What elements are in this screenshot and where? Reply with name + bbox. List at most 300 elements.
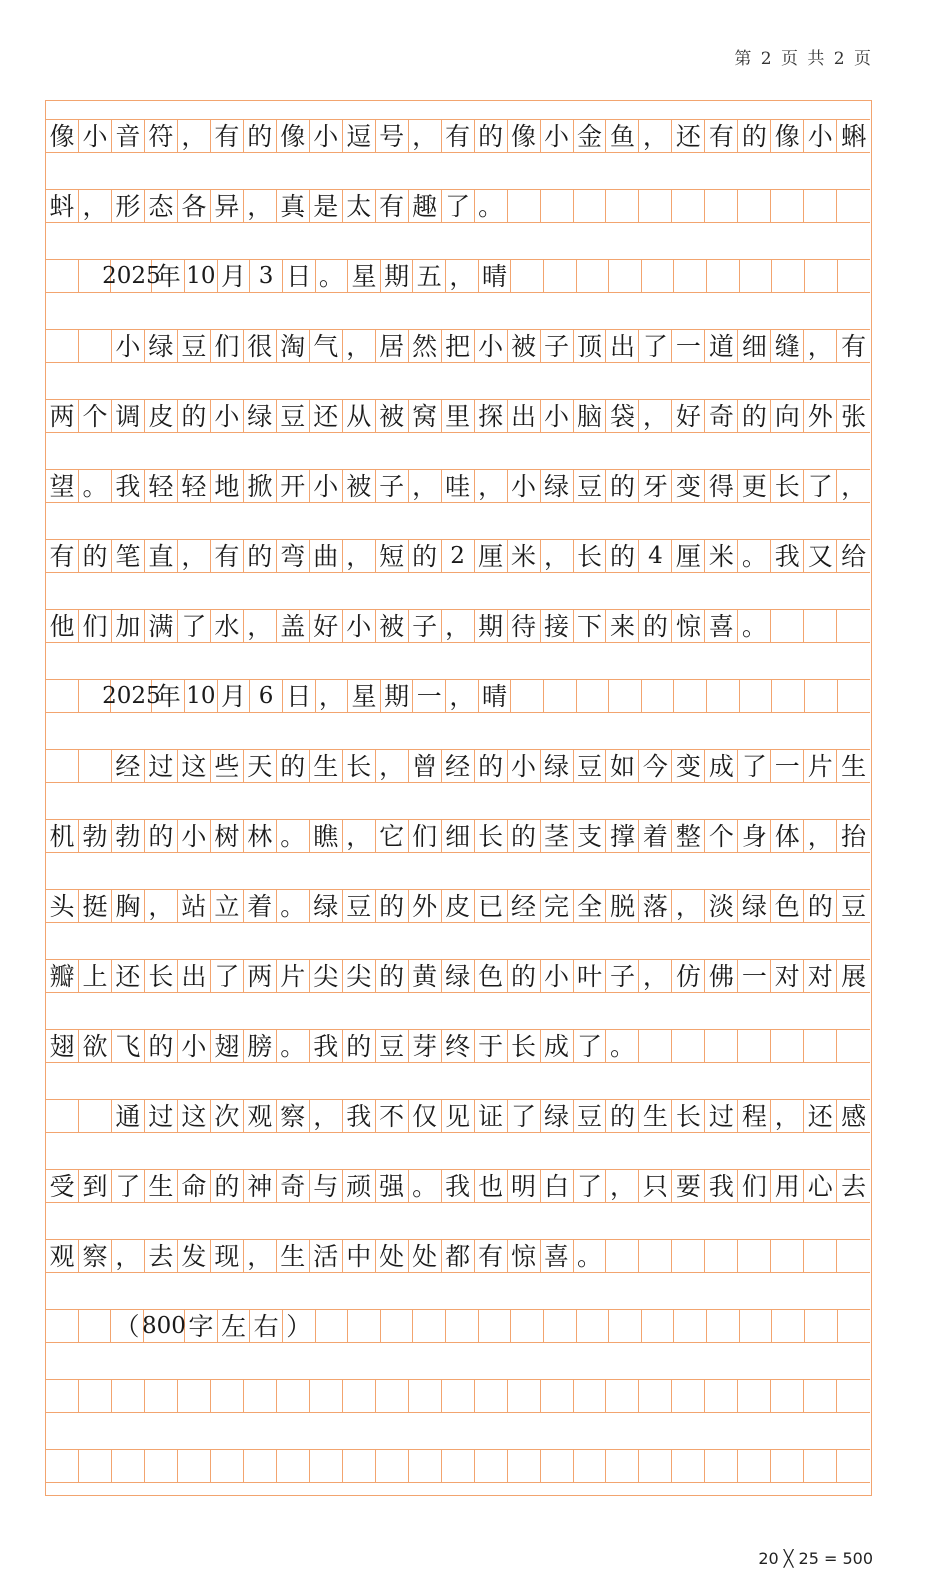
- grid-cell: 命: [178, 1170, 211, 1202]
- grid-cell: 色: [475, 960, 508, 992]
- grid-cell: [79, 330, 112, 362]
- grid-cell: [772, 1310, 805, 1342]
- grid-cell: ，: [541, 540, 574, 572]
- grid-row: [46, 609, 870, 643]
- grid-cell: 长: [574, 540, 607, 572]
- grid-cell: 米: [508, 540, 541, 572]
- grid-cell: 立: [211, 890, 244, 922]
- grid-cell: 经: [508, 890, 541, 922]
- grid-row: [46, 889, 870, 923]
- grid-cell: 小: [310, 120, 343, 152]
- grid-cell: [609, 260, 642, 292]
- grid-cell: [112, 1380, 145, 1412]
- grid-cell: [672, 190, 705, 222]
- grid-cell: [79, 750, 112, 782]
- grid-cell: 细: [738, 330, 771, 362]
- grid-cell: [837, 190, 870, 222]
- grid-cell: 有: [376, 190, 409, 222]
- grid-cell: [642, 680, 675, 712]
- grid-cell: 奇: [705, 400, 738, 432]
- grid-cell: [837, 1450, 870, 1482]
- grid-cell: ，: [244, 190, 277, 222]
- grid-cell: 还: [112, 960, 145, 992]
- grid-cell: [674, 260, 707, 292]
- grid-cell: 出: [178, 960, 211, 992]
- grid-cell: 豆: [574, 470, 607, 502]
- grid-cell: [672, 1380, 705, 1412]
- grid-cell: 开: [277, 470, 310, 502]
- grid-cell: 翅: [211, 1030, 244, 1062]
- grid-cell: 2: [442, 540, 475, 572]
- grid-cell: 成: [705, 750, 738, 782]
- grid-cell: 字: [185, 1310, 218, 1342]
- grid-cell: [46, 1450, 79, 1482]
- grid-cell: 奇: [277, 1170, 310, 1202]
- grid-cell: [211, 1450, 244, 1482]
- grid-cell: 子: [376, 470, 409, 502]
- grid-cell: 星: [348, 680, 381, 712]
- grid-cell: 态: [145, 190, 178, 222]
- grid-cell: 皮: [442, 890, 475, 922]
- grid-cell: 期: [381, 260, 414, 292]
- grid-cell: 形: [112, 190, 145, 222]
- grid-cell: 已: [475, 890, 508, 922]
- grid-cell: 月: [218, 260, 251, 292]
- grid-cell: 脑: [574, 400, 607, 432]
- grid-cell: 叶: [574, 960, 607, 992]
- grid-cell: [544, 680, 577, 712]
- grid-cell: 然: [409, 330, 442, 362]
- grid-cell: 。: [79, 470, 112, 502]
- grid-cell: 望: [46, 470, 79, 502]
- grid-cell: 要: [672, 1170, 705, 1202]
- grid-cell: 有: [46, 540, 79, 572]
- grid-cell: [46, 1100, 79, 1132]
- grid-cell: 给: [841, 541, 867, 571]
- grid-cell: 道: [705, 330, 738, 362]
- grid-cell: [508, 1380, 541, 1412]
- grid-cell: 们: [738, 1170, 771, 1202]
- grid-cell: [442, 1450, 475, 1482]
- grid-cell: 它: [376, 820, 409, 852]
- grid-cell: 顽: [343, 1170, 376, 1202]
- grid-cell: [805, 680, 838, 712]
- grid-cell: 了: [508, 1100, 541, 1132]
- grid-cell: 6: [250, 680, 283, 712]
- grid-cell: [577, 680, 610, 712]
- grid-cell: [805, 1310, 838, 1342]
- grid-cell: 。: [738, 540, 771, 572]
- grid-cell: 豆: [574, 1100, 607, 1132]
- grid-row: [46, 119, 870, 153]
- grid-cell: 经: [112, 750, 145, 782]
- grid-cell: 去: [841, 1171, 867, 1201]
- grid-cell: 蚪: [46, 190, 79, 222]
- grid-cell: 了: [112, 1170, 145, 1202]
- grid-cell: 的: [145, 1030, 178, 1062]
- grid-cell: [244, 1450, 277, 1482]
- grid-cell: 瓣: [46, 960, 79, 992]
- grid-cell: 现: [211, 1240, 244, 1272]
- grid-cell: 也: [475, 1170, 508, 1202]
- grid-cell: [772, 680, 805, 712]
- grid-cell: 张: [841, 401, 867, 431]
- grid-cell: [740, 1310, 773, 1342]
- grid-cell: [381, 1310, 414, 1342]
- grid-cell: 白: [541, 1170, 574, 1202]
- grid-cell: 芽: [409, 1030, 442, 1062]
- grid-cell: [508, 1450, 541, 1482]
- grid-cell: [310, 1450, 343, 1482]
- grid-cell: 个: [79, 400, 112, 432]
- grid-cell: 轻: [178, 470, 211, 502]
- grid-cell: [46, 750, 79, 782]
- grid-cell: [79, 1310, 112, 1342]
- grid-cell: 鱼: [606, 120, 639, 152]
- grid-cell: 掀: [244, 470, 277, 502]
- grid-cell: [46, 1380, 79, 1412]
- grid-cell: 这: [178, 1100, 211, 1132]
- grid-cell: 800: [144, 1310, 185, 1342]
- grid-cell: 飞: [112, 1030, 145, 1062]
- grid-cell: [479, 1310, 512, 1342]
- grid-cell: 神: [244, 1170, 277, 1202]
- grid-cell: 不: [376, 1100, 409, 1132]
- grid-cell: 豆: [841, 891, 867, 921]
- grid-cell: [541, 190, 574, 222]
- grid-cell: 喜: [705, 610, 738, 642]
- grid-cell: 观: [244, 1100, 277, 1132]
- grid-cell: 下: [574, 610, 607, 642]
- grid-cell: 上: [79, 960, 112, 992]
- grid-cell: 用: [771, 1170, 804, 1202]
- grid-cell: [606, 1240, 639, 1272]
- grid-cell: 变: [672, 470, 705, 502]
- grid-cell: ，: [409, 120, 442, 152]
- grid-cell: 成: [541, 1030, 574, 1062]
- grid-cell: 。: [574, 1240, 607, 1272]
- grid-cell: 接: [541, 610, 574, 642]
- grid-cell: 尖: [343, 960, 376, 992]
- grid-cell: [642, 1310, 675, 1342]
- grid-cell: 抬: [841, 821, 867, 851]
- grid-cell: 厘: [475, 540, 508, 572]
- grid-cell: 皮: [145, 400, 178, 432]
- grid-cell: 感: [841, 1101, 867, 1131]
- grid-cell: （: [111, 1310, 144, 1342]
- grid-cell: [79, 1450, 112, 1482]
- grid-cell: 顶: [574, 330, 607, 362]
- grid-cell: 。: [409, 1170, 442, 1202]
- grid-cell: [771, 1450, 804, 1482]
- grid-cell: 程: [738, 1100, 771, 1132]
- grid-cell: 尖: [310, 960, 343, 992]
- grid-cell: 活: [310, 1240, 343, 1272]
- grid-cell: [738, 1240, 771, 1272]
- grid-cell: [672, 1030, 705, 1062]
- grid-cell: 从: [343, 400, 376, 432]
- grid-cell: ，: [672, 890, 705, 922]
- grid-cell: 小: [541, 400, 574, 432]
- grid-cell: [409, 1380, 442, 1412]
- grid-cell: [771, 1030, 804, 1062]
- grid-cell: ，: [79, 190, 112, 222]
- grid-cell: 有: [705, 120, 738, 152]
- grid-row: [46, 819, 870, 853]
- grid-cell: 小: [79, 120, 112, 152]
- grid-cell: 轻: [145, 470, 178, 502]
- grid-cell: 有: [442, 120, 475, 152]
- grid-cell: 见: [442, 1100, 475, 1132]
- grid-cell: [112, 1450, 145, 1482]
- grid-cell: [145, 1380, 178, 1412]
- grid-cell: 长: [672, 1100, 705, 1132]
- grid-cell: 。: [606, 1030, 639, 1062]
- grid-cell: 豆: [376, 1030, 409, 1062]
- grid-cell: 绿: [145, 330, 178, 362]
- grid-cell: [606, 1450, 639, 1482]
- grid-cell: [804, 610, 837, 642]
- grid-cell: [705, 1240, 738, 1272]
- grid-cell: 经: [442, 750, 475, 782]
- grid-cell: 一: [771, 750, 804, 782]
- grid-cell: ，: [244, 1240, 277, 1272]
- grid-cell: [475, 1450, 508, 1482]
- grid-cell: 的: [475, 120, 508, 152]
- grid-cell: 曾: [409, 750, 442, 782]
- grid-cell: 曲: [310, 540, 343, 572]
- grid-cell: 里: [442, 400, 475, 432]
- grid-cell: [606, 190, 639, 222]
- grid-cell: 个: [705, 820, 738, 852]
- grid-row: [46, 679, 870, 713]
- grid-cell: [409, 1450, 442, 1482]
- grid-cell: 对: [771, 960, 804, 992]
- grid-cell: [541, 1380, 574, 1412]
- grid-cell: 10: [185, 260, 218, 292]
- grid-cell: 淘: [277, 330, 310, 362]
- grid-cell: 处: [409, 1240, 442, 1272]
- grid-cell: [740, 260, 773, 292]
- grid-cell: [277, 1380, 310, 1412]
- grid-cell: [310, 1380, 343, 1412]
- grid-cell: 很: [244, 330, 277, 362]
- grid-cell: 们: [211, 330, 244, 362]
- grid-cell: [705, 1380, 738, 1412]
- grid-cell: 出: [508, 400, 541, 432]
- grid-row: [46, 1099, 870, 1133]
- grid-cell: 对: [804, 960, 837, 992]
- grid-cell: [804, 1240, 837, 1272]
- grid-cell: 着: [244, 890, 277, 922]
- grid-cell: 展: [841, 961, 867, 991]
- grid-cell: 一: [413, 680, 446, 712]
- grid-row: [46, 539, 870, 573]
- grid-cell: ，: [376, 750, 409, 782]
- grid-cell: 了: [178, 610, 211, 642]
- grid-cell: 调: [112, 400, 145, 432]
- grid-cell: 被: [376, 400, 409, 432]
- grid-cell: 绿: [738, 890, 771, 922]
- grid-cell: 金: [574, 120, 607, 152]
- grid-cell: [771, 610, 804, 642]
- grid-cell: 的: [639, 610, 672, 642]
- grid-cell: 厘: [672, 540, 705, 572]
- grid-cell: 长: [771, 470, 804, 502]
- grid-cell: 盖: [277, 610, 310, 642]
- grid-cell: 我: [442, 1170, 475, 1202]
- page-indicator: 第 2 页 共 2 页: [734, 49, 873, 69]
- grid-cell: [674, 1310, 707, 1342]
- grid-cell: ，: [409, 470, 442, 502]
- grid-cell: 终: [442, 1030, 475, 1062]
- grid-cell: 于: [475, 1030, 508, 1062]
- grid-cell: 去: [145, 1240, 178, 1272]
- grid-cell: ，: [178, 540, 211, 572]
- grid-cell: 勃: [79, 820, 112, 852]
- grid-cell: 佛: [705, 960, 738, 992]
- grid-cell: 了: [639, 330, 672, 362]
- grid-cell: 太: [343, 190, 376, 222]
- grid-cell: 短: [376, 540, 409, 572]
- grid-cell: ，: [343, 820, 376, 852]
- grid-cell: 趣: [409, 190, 442, 222]
- grid-cell: 缝: [771, 330, 804, 362]
- grid-cell: [316, 1310, 349, 1342]
- grid-cell: 真: [277, 190, 310, 222]
- grid-cell: 的: [244, 120, 277, 152]
- grid-cell: 被: [508, 330, 541, 362]
- grid-cell: [672, 1450, 705, 1482]
- grid-cell: 生: [277, 1240, 310, 1272]
- grid-cell: 了: [804, 470, 837, 502]
- grid-cell: [606, 1380, 639, 1412]
- grid-cell: 长: [343, 750, 376, 782]
- grid-cell: ，: [343, 330, 376, 362]
- grid-cell: 勃: [112, 820, 145, 852]
- grid-cell: 头: [46, 890, 79, 922]
- grid-cell: [211, 1380, 244, 1412]
- grid-cell: 被: [376, 610, 409, 642]
- grid-cell: 2025: [111, 680, 152, 712]
- grid-cell: 色: [771, 890, 804, 922]
- grid-cell: 生: [145, 1170, 178, 1202]
- grid-cell: 如: [606, 750, 639, 782]
- grid-cell: 长: [475, 820, 508, 852]
- grid-cell: 整: [672, 820, 705, 852]
- grid-cell: ，: [112, 1240, 145, 1272]
- grid-cell: [838, 1310, 870, 1342]
- grid-cell: ，: [475, 470, 508, 502]
- grid-cell: ，: [178, 120, 211, 152]
- grid-cell: 牙: [639, 470, 672, 502]
- grid-cell: [738, 1030, 771, 1062]
- grid-cell: [804, 1450, 837, 1482]
- grid-cell: 明: [508, 1170, 541, 1202]
- grid-cell: [574, 1380, 607, 1412]
- grid-cell: 全: [574, 890, 607, 922]
- grid-cell: 通: [112, 1100, 145, 1132]
- grid-cell: 右: [250, 1310, 283, 1342]
- grid-cell: 好: [672, 400, 705, 432]
- grid-cell: 待: [508, 610, 541, 642]
- grid-cell: 小: [178, 1030, 211, 1062]
- grid-cell: 绿: [541, 1100, 574, 1132]
- grid-cell: 。: [475, 190, 508, 222]
- grid-cell: 我: [310, 1030, 343, 1062]
- grid-cell: [574, 1450, 607, 1482]
- grid-cell: 片: [804, 750, 837, 782]
- grid-cell: 绿: [442, 960, 475, 992]
- grid-cell: 4: [639, 540, 672, 572]
- grid-cell: 像: [771, 120, 804, 152]
- grid-cell: 生: [841, 751, 867, 781]
- grid-cell: 绿: [244, 400, 277, 432]
- grid-cell: 子: [541, 330, 574, 362]
- grid-row: [46, 399, 870, 433]
- grid-cell: 的: [409, 540, 442, 572]
- grid-row: [46, 1379, 870, 1413]
- grid-cell: [672, 1240, 705, 1272]
- grid-cell: [541, 1450, 574, 1482]
- grid-cell: ，: [310, 1100, 343, 1132]
- grid-cell: 着: [639, 820, 672, 852]
- grid-cell: 惊: [508, 1240, 541, 1272]
- grid-cell: ，: [446, 680, 479, 712]
- grid-cell: [639, 1450, 672, 1482]
- grid-cell: 处: [376, 1240, 409, 1272]
- grid-cell: 今: [639, 750, 672, 782]
- grid-cell: 小: [804, 120, 837, 152]
- grid-cell: 加: [112, 610, 145, 642]
- grid-cell: 哇: [442, 470, 475, 502]
- grid-cell: 发: [178, 1240, 211, 1272]
- grid-cell: [838, 680, 870, 712]
- grid-cell: [511, 680, 544, 712]
- grid-cell: 绿: [310, 890, 343, 922]
- grid-cell: 绿: [541, 750, 574, 782]
- grid-cell: ，: [639, 960, 672, 992]
- grid-cell: 有: [211, 120, 244, 152]
- grid-cell: 得: [705, 470, 738, 502]
- grid-row: [46, 1029, 870, 1063]
- grid-cell: [508, 190, 541, 222]
- grid-cell: [771, 190, 804, 222]
- grid-cell: 淡: [705, 890, 738, 922]
- grid-cell: 机: [46, 820, 79, 852]
- grid-cell: 小: [508, 750, 541, 782]
- grid-cell: [544, 1310, 577, 1342]
- grid-cell: 3: [250, 260, 283, 292]
- grid-cell: 落: [639, 890, 672, 922]
- grid-cell: ，: [145, 890, 178, 922]
- grid-cell: [837, 1380, 870, 1412]
- grid-cell: 我: [112, 470, 145, 502]
- grid-cell: 期: [475, 610, 508, 642]
- grid-cell: [343, 1380, 376, 1412]
- grid-cell: ，: [804, 330, 837, 362]
- grid-cell: 豆: [277, 400, 310, 432]
- grid-cell: 还: [310, 400, 343, 432]
- grid-cell: 变: [672, 750, 705, 782]
- grid-cell: 喜: [541, 1240, 574, 1272]
- grid-cell: 晴: [479, 680, 512, 712]
- grid-cell: [805, 260, 838, 292]
- grid-cell: 小: [343, 610, 376, 642]
- grid-row: [46, 959, 870, 993]
- grid-cell: 心: [804, 1170, 837, 1202]
- grid-cell: [837, 610, 870, 642]
